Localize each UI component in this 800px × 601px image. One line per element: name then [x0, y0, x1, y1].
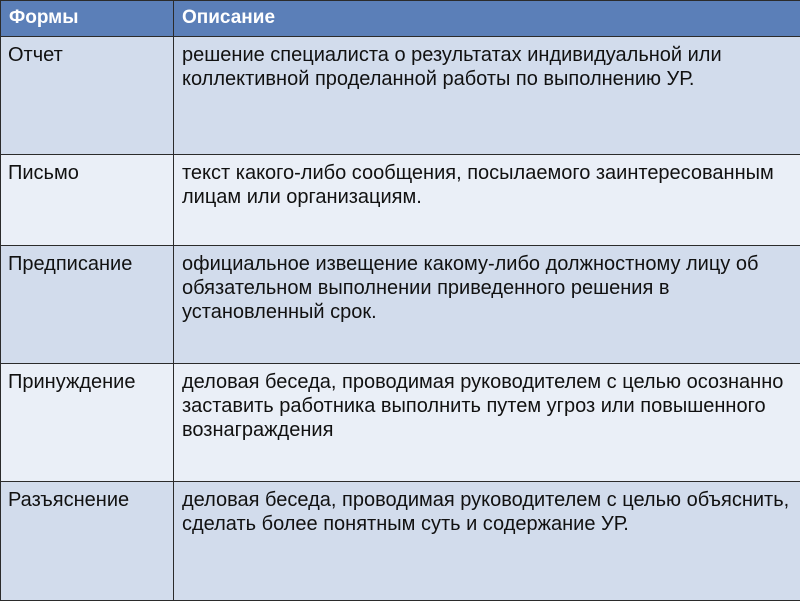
- table-row: [1, 364, 800, 482]
- description-cell: текст какого-либо сообщения, посылаемого заинтересованным лицам или организациям.: [174, 155, 800, 246]
- table-row: [1, 155, 800, 246]
- description-cell: решение специалиста о результатах индивидуальной или коллективной проделанной работы по выполнению УР.: [174, 37, 800, 155]
- form-cell: Предписание: [1, 246, 174, 364]
- header-description: Описание: [174, 1, 800, 37]
- description-cell: официальное извещение какому-либо должностному лицу об обязательном выполнении приведенного решения в установленный срок.: [174, 246, 800, 364]
- form-cell: Принуждение: [1, 364, 174, 482]
- table-row: [1, 37, 800, 155]
- form-cell: Отчет: [1, 37, 174, 155]
- description-cell: деловая беседа, проводимая руководителем с целью осознанно заставить работника выполнить путем угроз или повышенного вознаграждения: [174, 364, 800, 482]
- description-cell: деловая беседа, проводимая руководителем с целью объяснить, сделать более понятным суть и содержание УР.: [174, 482, 800, 601]
- header-row: [1, 1, 800, 37]
- table-row: [1, 246, 800, 364]
- header-forms: Формы: [1, 1, 174, 37]
- table-row: [1, 482, 800, 601]
- form-cell: Разъяснение: [1, 482, 174, 601]
- form-cell: Письмо: [1, 155, 174, 246]
